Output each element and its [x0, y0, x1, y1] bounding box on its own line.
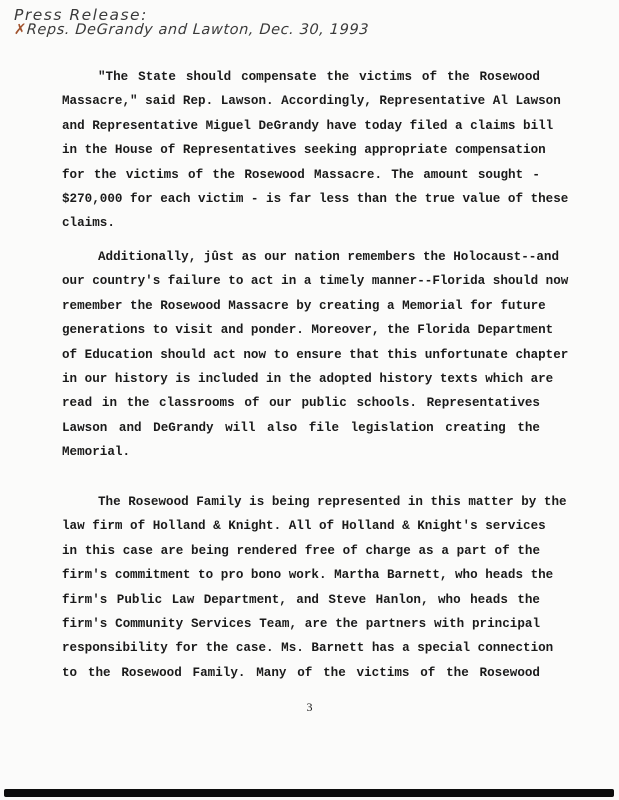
- text-line: of Education should act now to ensure that this unfortunate chapter: [62, 347, 569, 362]
- paragraph-representation: [62, 490, 567, 685]
- checkmark-icon: ✗: [13, 22, 28, 38]
- text-line: responsibility for the case. Ms. Barnett has a special connection: [62, 641, 554, 656]
- paragraph-compensation: [62, 65, 569, 236]
- text-line: in this case are being rendered free of charge as a part of the: [62, 543, 540, 558]
- text-line: for the victims of the Rosewood Massacre. The amount sought -: [62, 167, 540, 182]
- text-line: firm's Community Services Team, are the partners with principal: [62, 616, 540, 631]
- text-line: "The State should compensate the victims of the Rosewood: [98, 70, 540, 84]
- text-line: remember the Rosewood Massacre by creating a Memorial for future: [62, 298, 546, 313]
- text-line: in the House of Representatives seeking appropriate compensation: [62, 143, 546, 158]
- text-line: and Representative Miguel DeGrandy have today filed a claims bill: [62, 118, 554, 133]
- scan-edge-bar: [4, 789, 614, 797]
- text-line: read in the classrooms of our public schools. Representatives: [62, 396, 540, 411]
- handwritten-note-line-2: Reps. DeGrandy and Lawton, Dec. 30, 1993: [26, 22, 370, 38]
- text-line: to the Rosewood Family. Many of the victims of the Rosewood: [62, 665, 540, 680]
- text-line: firm's commitment to pro bono work. Martha Barnett, who heads the: [62, 568, 554, 583]
- text-line: our country's failure to act in a timely manner--Florida should now: [62, 274, 569, 289]
- page-number: 3: [306, 700, 313, 714]
- text-line: in our history is included in the adopted history texts which are: [62, 371, 554, 386]
- text-line: Memorial.: [62, 445, 131, 460]
- text-line: claims.: [62, 216, 115, 231]
- handwritten-note-subtitle: [13, 22, 369, 38]
- text-line: Additionally, jûst as our nation remembers the Holocaust--and: [98, 250, 560, 264]
- text-line: generations to visit and ponder. Moreover, the Florida Department: [62, 323, 554, 338]
- text-line: The Rosewood Family is being represented in this matter by the: [98, 495, 567, 509]
- text-line: $270,000 for each victim - is far less than the true value of these: [62, 191, 569, 206]
- text-line: law firm of Holland & Knight. All of Holland & Knight's services: [62, 519, 546, 534]
- text-line: Massacre," said Rep. Lawson. Accordingly, Representative Al Lawson: [62, 94, 561, 109]
- text-line: Lawson and DeGrandy will also file legislation creating the: [62, 420, 540, 435]
- text-line: firm's Public Law Department, and Steve Hanlon, who heads the: [62, 592, 540, 607]
- paragraph-memorial: [62, 245, 569, 465]
- handwritten-note-line-1: Press Release:: [14, 6, 148, 24]
